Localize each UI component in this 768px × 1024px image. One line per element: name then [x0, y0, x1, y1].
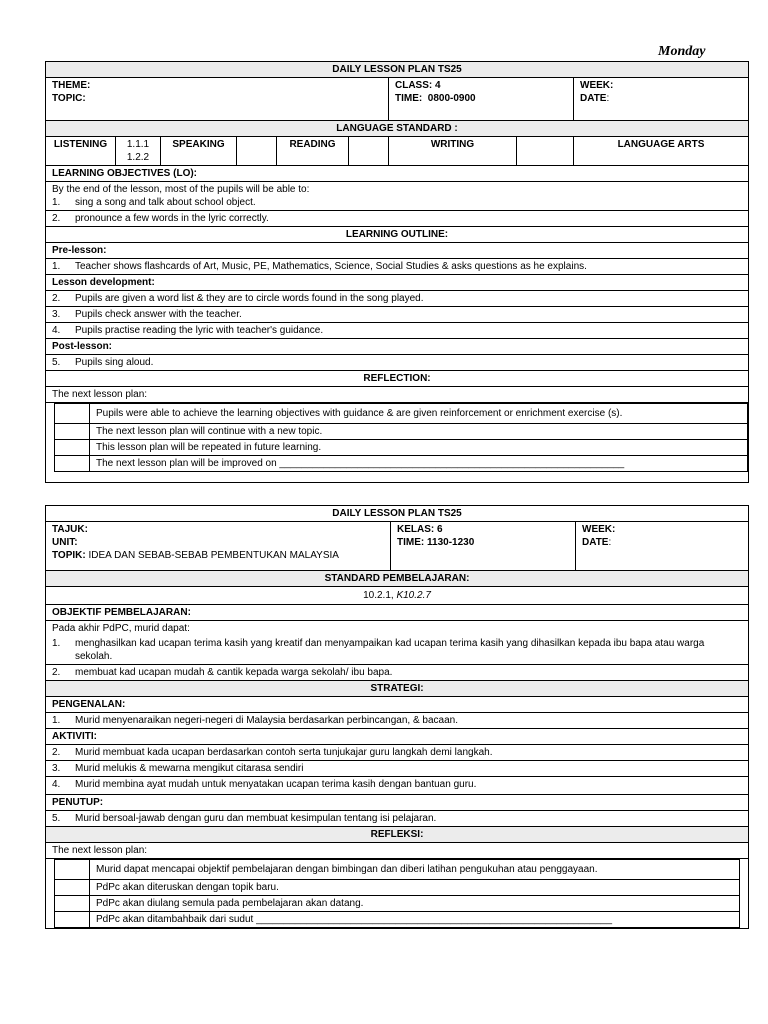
lo-block: [46, 182, 749, 211]
plan-title: DAILY LESSON PLAN TS25: [46, 506, 749, 522]
list-item: 2. Pupils are given a word list & they are to circle words found in the song played.: [46, 291, 749, 307]
list-item: 2. Murid membuat kada ucapan berdasarkan contoh serta tunjukajar guru langkah demi langkah.: [46, 745, 749, 761]
checkbox[interactable]: [55, 896, 90, 912]
date-label: DATE: [582, 537, 609, 548]
penutup-label: PENUTUP:: [46, 795, 749, 811]
tajuk-label: TAJUK:: [52, 524, 88, 535]
aktiviti-label: AKTIVITI:: [46, 729, 749, 745]
theme-label: THEME:: [52, 80, 91, 91]
refleksi-option: PdPc akan diteruskan dengan topik baru.: [90, 880, 740, 896]
week-label: WEEK:: [582, 524, 616, 535]
refleksi-option: PdPc akan diulang semula pada pembelajaran akan datang.: [90, 896, 740, 912]
checkbox[interactable]: [55, 456, 90, 472]
time-label: TIME:: [395, 93, 423, 104]
list-item: 1. menghasilkan kad ucapan terima kasih yang kreatif dan menyampaikan kad ucapan terima kasih yang dihasilkan kepada ibu bapa atau warga sekolah.: [52, 638, 705, 662]
reflection-option: Pupils were able to achieve the learning objectives with guidance & are given reinforcement or enrichment exercise (s).: [90, 404, 748, 424]
checkbox[interactable]: [55, 860, 90, 880]
week-date-cell: WEEK: DATE:: [576, 522, 749, 571]
list-item: 3. Pupils check answer with the teacher.: [46, 307, 749, 323]
list-item: 4. Murid membina ayat mudah untuk menyatakan ucapan terima kasih dengan bantuan guru.: [46, 777, 749, 795]
reflection-options: [46, 403, 749, 483]
unit-label: UNIT:: [52, 537, 78, 548]
speaking-codes: [237, 137, 277, 166]
class-label: CLASS: 4: [395, 80, 441, 91]
listening-codes: [116, 137, 161, 166]
listening-code-2: 1.2.2: [126, 152, 150, 163]
reflection-option: The next lesson plan will continue with a new topic.: [90, 424, 748, 440]
lo-label: LEARNING OBJECTIVES (LO):: [46, 166, 749, 182]
checkbox[interactable]: [55, 880, 90, 896]
kelas-label: KELAS: 6: [397, 524, 443, 535]
kelas-time-cell: [391, 522, 576, 571]
next-plan-label: The next lesson plan:: [46, 843, 749, 859]
skill-listening: LISTENING: [46, 137, 116, 166]
time-value: 0800-0900: [427, 93, 476, 104]
skill-speaking: SPEAKING: [161, 137, 237, 166]
checkbox[interactable]: [55, 912, 90, 928]
pre-lesson-label: Pre-lesson:: [46, 243, 749, 259]
skill-reading: READING: [277, 137, 349, 166]
date-label: DATE: [580, 93, 607, 104]
checkbox[interactable]: [55, 424, 90, 440]
checkbox[interactable]: [55, 440, 90, 456]
standard-value: 10.2.1, K10.2.7: [46, 587, 749, 605]
learning-outline-header: LEARNING OUTLINE:: [46, 227, 749, 243]
week-date-cell: WEEK: DATE:: [574, 78, 749, 121]
list-item: 1. sing a song and talk about school object.: [52, 197, 256, 208]
list-item: 3. Murid melukis & mewarna mengikut citarasa sendiri: [46, 761, 749, 777]
refleksi-checklist: [54, 859, 740, 928]
standard-header: STANDARD PEMBELAJARAN:: [46, 571, 749, 587]
language-standard-header: LANGUAGE STANDARD :: [46, 121, 749, 137]
list-item: 2. membuat kad ucapan mudah & cantik kepada warga sekolah/ ibu bapa.: [46, 665, 749, 681]
refleksi-option: PdPc akan ditambahbaik dari sudut ________________________________________________________________: [90, 912, 740, 928]
topik-label: TOPIK:: [52, 550, 86, 561]
reflection-header: REFLECTION:: [46, 371, 749, 387]
objektif-intro: Pada akhir PdPC, murid dapat:: [52, 623, 190, 634]
tajuk-cell: [46, 522, 391, 571]
plan-title: DAILY LESSON PLAN TS25: [46, 62, 749, 78]
strategi-header: STRATEGI:: [46, 681, 749, 697]
refleksi-option: Murid dapat mencapai objektif pembelajaran dengan bimbingan dan diberi latihan pengukuhan atau penggayaan.: [90, 860, 740, 880]
week-label: WEEK:: [580, 80, 614, 91]
theme-topic-cell: [46, 78, 389, 121]
reflection-checklist: [54, 403, 748, 472]
topik-value: IDEA DAN SEBAB-SEBAB PEMBENTUKAN MALAYSIA: [88, 550, 339, 561]
listening-code-1: 1.1.1: [126, 139, 150, 150]
list-item: 5. Murid bersoal-jawab dengan guru dan membuat kesimpulan tentang isi pelajaran.: [46, 811, 749, 827]
reflection-option: The next lesson plan will be improved on ______________________________________________________________: [90, 456, 748, 472]
reflection-option: This lesson plan will be repeated in future learning.: [90, 440, 748, 456]
reading-codes: [349, 137, 389, 166]
topic-label: TOPIC:: [52, 93, 86, 104]
list-item: 5. Pupils sing aloud.: [46, 355, 749, 371]
refleksi-header: REFLEKSI:: [46, 827, 749, 843]
skill-language-arts: LANGUAGE ARTS: [574, 137, 749, 166]
list-item: 4. Pupils practise reading the lyric with teacher's guidance.: [46, 323, 749, 339]
pengenalan-label: PENGENALAN:: [46, 697, 749, 713]
list-item: 1. Teacher shows flashcards of Art, Music, PE, Mathematics, Science, Social Studies & asks questions as he explains.: [46, 259, 749, 275]
next-plan-label: The next lesson plan:: [46, 387, 749, 403]
class-time-cell: [389, 78, 574, 121]
lesson-plan-1: [45, 61, 749, 483]
list-item: 2. pronounce a few words in the lyric correctly.: [46, 211, 749, 227]
time-label: TIME: 1130-1230: [397, 537, 475, 548]
lo-intro: By the end of the lesson, most of the pupils will be able to:: [52, 184, 310, 195]
refleksi-options: [46, 859, 749, 929]
day-heading: Monday: [658, 44, 706, 59]
writing-codes: [517, 137, 574, 166]
lesson-plan-2: [45, 505, 749, 929]
objektif-block: [46, 621, 749, 665]
skill-writing: WRITING: [389, 137, 517, 166]
lesson-development-label: Lesson development:: [46, 275, 749, 291]
checkbox[interactable]: [55, 404, 90, 424]
objektif-label: OBJEKTIF PEMBELAJARAN:: [46, 605, 749, 621]
list-item: 1. Murid menyenaraikan negeri-negeri di Malaysia berdasarkan perbincangan, & bacaan.: [46, 713, 749, 729]
post-lesson-label: Post-lesson:: [46, 339, 749, 355]
